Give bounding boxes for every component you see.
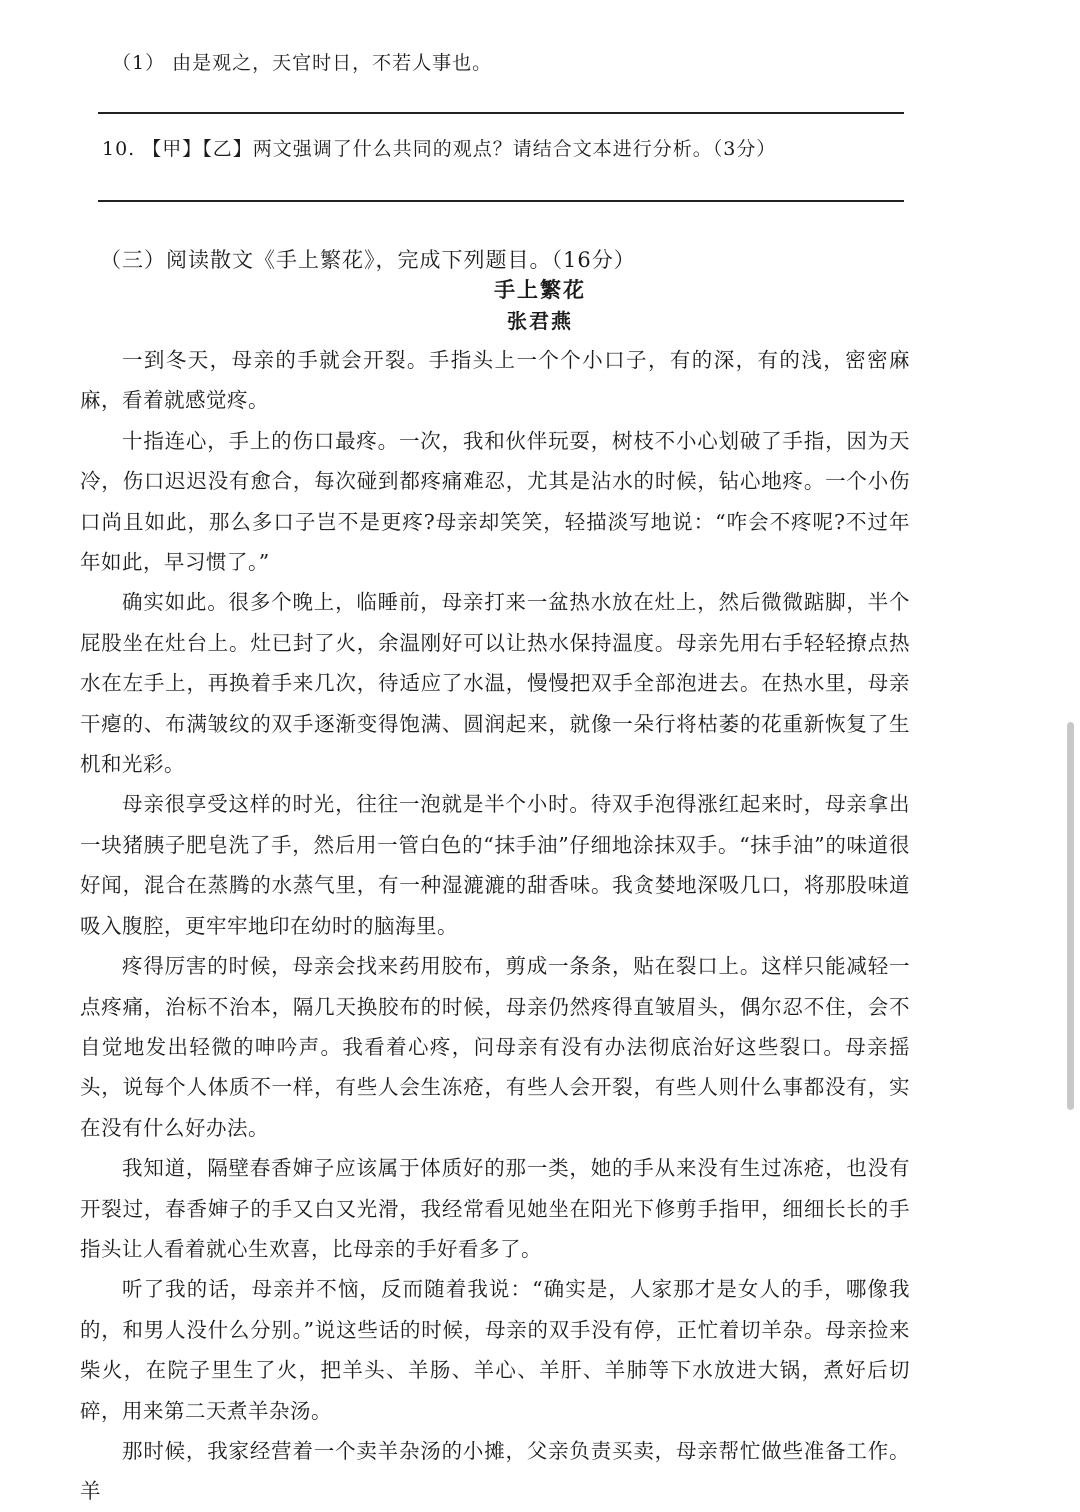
- question-9-item-1: （1） 由是观之，天官时日，不若人事也。: [112, 52, 493, 74]
- scrollbar-thumb[interactable]: [1067, 722, 1074, 1110]
- question-10: 10. 【甲】【乙】两文强调了什么共同的观点？请结合文本进行分析。（3分）: [102, 138, 777, 160]
- paragraph: 疼得厉害的时候，母亲会找来药用胶布，剪成一条条，贴在裂口上。这样只能减轻一点疼痛，治标不治本，隔几天换胶布的时候，母亲仍然疼得直皱眉头，偶尔忍不住，会不自觉地发出轻微的呻吟声。我看着心疼，问母亲有没有办法彻底治好这些裂口。母亲摇头，说每个人体质不一样，有些人会生冻疮，有些人会开裂，有些人则什么事都没有，实在没有什么好办法。: [80, 954, 910, 1140]
- paragraph: 那时候，我家经营着一个卖羊杂汤的小摊，父亲负责买卖，母亲帮忙做些准备工作。羊: [80, 1438, 910, 1504]
- paragraph: 确实如此。很多个晚上，临睡前，母亲打来一盆热水放在灶上，然后微微踮脚，半个屁股坐在灶台上。灶已封了火，余温刚好可以让热水保持温度。母亲先用右手轻轻撩点热水在左手上，再换着手来几次，待适应了水温，慢慢把双手全部泡进去。在热水里，母亲干瘪的、布满皱纹的双手逐渐变得饱满、圆润起来，就像一朵行将枯萎的花重新恢复了生机和光彩。: [80, 590, 910, 777]
- paragraph: 母亲很享受这样的时光，往往一泡就是半个小时。待双手泡得涨红起来时，母亲拿出一块猪胰子肥皂洗了手，然后用一管白色的“抹手油”仔细地涂抹双手。“抹手油”的味道很好闻，混合在蒸腾的水蒸气里，有一种湿漉漉的甜香味。我贪婪地深吸几口，将那股味道吸入腹腔，更牢牢地印在幼时的脑海里。: [80, 792, 910, 938]
- answer-line: [98, 200, 904, 202]
- answer-line: [98, 112, 904, 114]
- paragraph: 十指连心，手上的伤口最疼。一次，我和伙伴玩耍，树枝不小心划破了手指，因为天冷，伤口迟迟没有愈合，每次碰到都疼痛难忍，尤其是沾水的时候，钻心地疼。一个小伤口尚且如此，那么多口子岂不是更疼?母亲却笑笑，轻描淡写地说：“咋会不疼呢?不过年年如此，早习惯了。”: [80, 428, 910, 575]
- paragraph: 一到冬天，母亲的手就会开裂。手指头上一个个小口子，有的深，有的浅，密密麻麻，看着就感觉疼。: [80, 348, 910, 413]
- essay-title: 手上繁花: [494, 277, 586, 302]
- essay-body: [80, 340, 910, 1512]
- paragraph: 听了我的话，母亲并不恼，反而随着我说：“确实是，人家那才是女人的手，哪像我的，和男人没什么分别。”说这些话的时候，母亲的双手没有停，正忙着切羊杂。母亲捡来柴火，在院子里生了火，把羊头、羊肠、羊心、羊肝、羊肺等下水放进大锅，煮好后切碎，用来第二天煮羊杂汤。: [80, 1277, 910, 1423]
- paragraph: 我知道，隔壁春香婶子应该属于体质好的那一类，她的手从来没有生过冻疮，也没有开裂过，春香婶子的手又白又光滑，我经常看见她坐在阳光下修剪手指甲，细细长长的手指头让人看着就心生欢喜，比母亲的手好看多了。: [80, 1156, 910, 1261]
- essay-author: 张君燕: [507, 309, 573, 333]
- section-heading: （三）阅读散文《手上繁花》，完成下列题目。（16分）: [100, 248, 636, 272]
